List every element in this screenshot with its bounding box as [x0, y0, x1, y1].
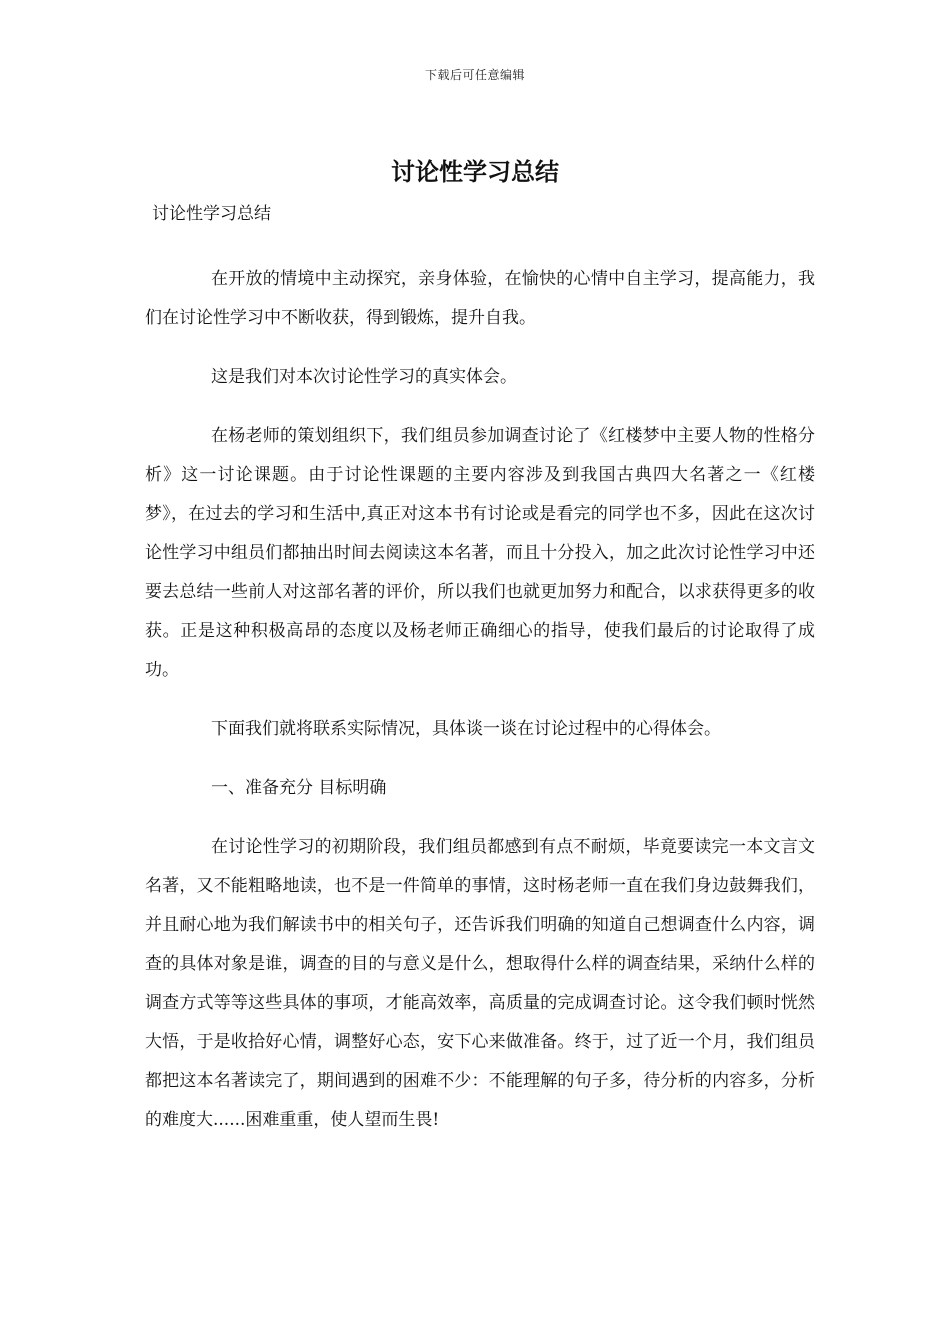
document-subtitle: 讨论性学习总结	[152, 204, 271, 224]
page-header-note: 下载后可任意编辑	[424, 68, 525, 82]
paragraph-transition: 下面我们就将联系实际情况，具体谈一谈在讨论过程中的心得体会。	[211, 719, 721, 739]
paragraph-experience: 这是我们对本次讨论性学习的真实体会。	[211, 367, 517, 387]
paragraph-intro: 在开放的情境中主动探究，亲身体验，在愉快的心情中自主学习，提高能力，我们在讨论性学习中不断收获，得到锻炼，提升自我。	[145, 269, 815, 328]
section-heading-preparation: 一、准备充分 目标明确	[211, 778, 387, 798]
paragraph-preparation-details: 在讨论性学习的初期阶段，我们组员都感到有点不耐烦，毕竟要读完一本文言文名著，又不能粗略地读，也不是一件简单的事情，这时杨老师一直在我们身边鼓舞我们，并且耐心地为我们解读书中的相关句子，还告诉我们明确的知道自己想调查什么内容，调查的具体对象是谁，调查的目的与意义是什么，想取得什么样的调查结果，采纳什么样的调查方式等等这些具体的事项，才能高效率，高质量的完成调查讨论。这令我们顿时恍然大悟，于是收拾好心情，调整好心态，安下心来做准备。终于，过了近一个月，我们组员都把这本名著读完了，期间遇到的困难不少：不能理解的句子多，待分析的内容多，分析的难度大......困难重重，使人望而生畏!	[145, 837, 815, 1130]
paragraph-project-background: 在杨老师的策划组织下，我们组员参加调查讨论了《红楼梦中主要人物的性格分析》这一讨论课题。由于讨论性课题的主要内容涉及到我国古典四大名著之一《红楼梦》，在过去的学习和生活中,真正对这本书有讨论或是看完的同学也不多，因此在这次讨论性学习中组员们都抽出时间去阅读这本名著，而且十分投入，加之此次讨论性学习中还要去总结一些前人对这部名著的评价，所以我们也就更加努力和配合，以求获得更多的收获。正是这种积极高昂的态度以及杨老师正确细心的指导，使我们最后的讨论取得了成功。	[145, 426, 815, 680]
document-body	[145, 260, 815, 1160]
document-title: 讨论性学习总结	[391, 157, 559, 186]
